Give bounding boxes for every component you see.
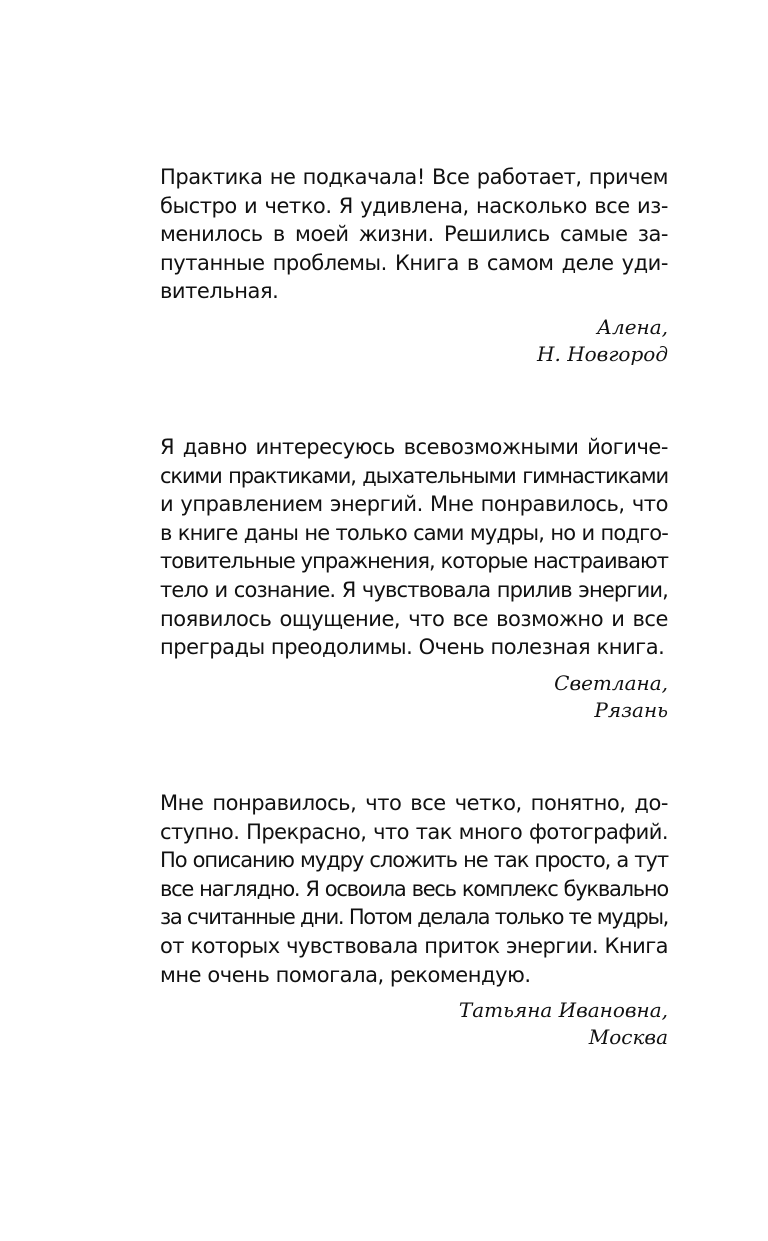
text-line: менилось в моей жизни. Решились самые за- — [160, 222, 668, 247]
author-name: Светлана, — [554, 670, 668, 695]
text-line: мне очень помогала, рекомендую. — [160, 962, 531, 987]
text-line: тело и сознание. Я чувствовала прилив энергии, — [160, 577, 668, 602]
testimonial-signature — [160, 314, 668, 368]
author-city: Н. Новгород — [537, 341, 668, 366]
testimonial-1 — [160, 163, 668, 368]
testimonial-text — [160, 789, 668, 989]
text-line: появилось ощущение, что все возможно и все — [160, 606, 668, 631]
text-line: все наглядно. Я освоила весь комплекс буквально — [160, 876, 668, 901]
testimonial-text — [160, 163, 668, 306]
text-line: Я давно интересуюсь всевозможными йогиче- — [160, 435, 668, 459]
text-line: скими практиками, дыхательными гимнастиками — [160, 463, 668, 488]
text-line: По описанию мудру сложить не так просто, а тут — [160, 848, 668, 873]
author-name: Татьяна Ивановна, — [458, 998, 668, 1023]
testimonial-signature — [160, 997, 668, 1051]
testimonial-2 — [160, 433, 668, 724]
author-city: Рязань — [594, 697, 668, 722]
text-line: вительная. — [160, 279, 279, 304]
text-line: ступно. Прекрасно, что так много фотографий. — [160, 819, 668, 844]
text-line: быстро и четко. Я удивлена, насколько все из- — [160, 193, 668, 218]
testimonial-3 — [160, 789, 668, 1051]
text-line: товительные упражнения, которые настраивают — [160, 549, 668, 574]
text-line: и управлением энергий. Мне понравилось, что — [160, 492, 668, 517]
author-city: Москва — [588, 1025, 668, 1050]
text-line: преграды преодолимы. Очень полезная книга. — [160, 635, 665, 660]
text-line: в книге даны не только сами мудры, но и подго- — [160, 520, 668, 545]
testimonial-text — [160, 433, 668, 662]
testimonial-signature — [160, 670, 668, 724]
text-line: за считанные дни. Потом делала только те мудры, — [160, 905, 668, 930]
text-line: Практика не подкачала! Все работает, причем — [160, 165, 668, 189]
text-line: Мне понравилось, что все четко, понятно, до- — [160, 791, 668, 815]
text-line: путанные проблемы. Книга в самом деле уди- — [160, 250, 668, 275]
text-line: от которых чувствовала приток энергии. Книга — [160, 933, 668, 958]
author-name: Алена, — [596, 314, 668, 339]
